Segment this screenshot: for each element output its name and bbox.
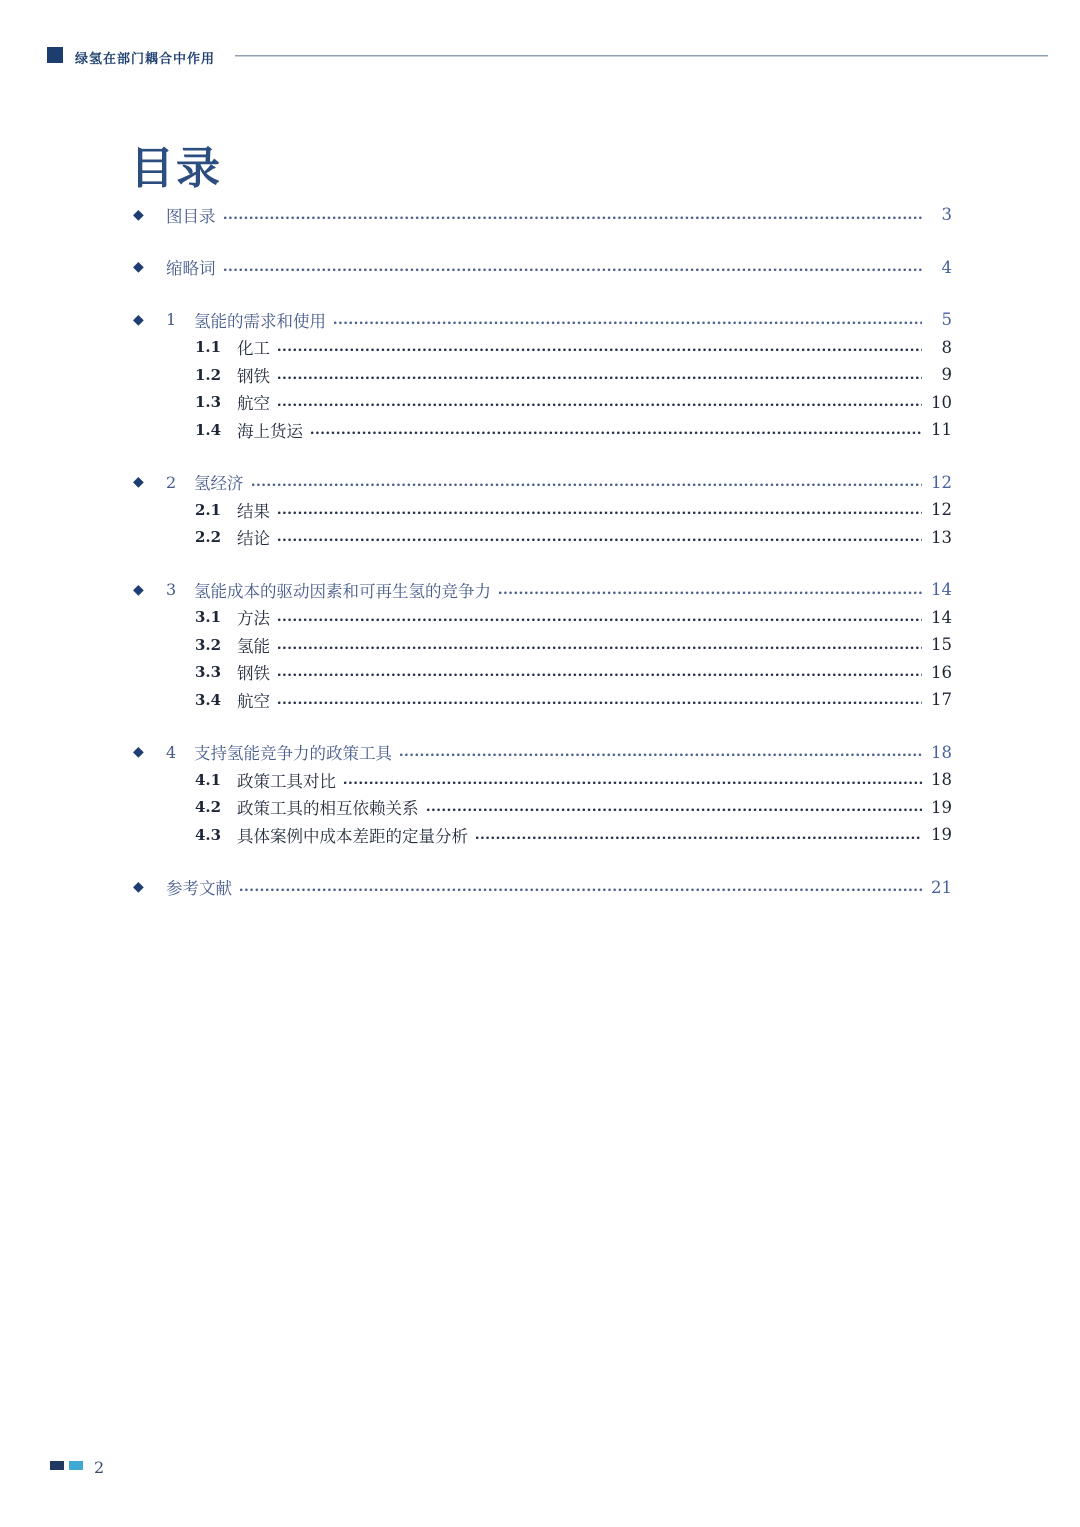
toc-entry-page: 15	[931, 635, 952, 655]
diamond-icon: ◆	[133, 581, 144, 598]
toc-entry-number: 4	[166, 742, 177, 762]
toc-entry[interactable]	[133, 821, 952, 849]
toc-entry-page: 3	[941, 205, 952, 225]
toc-entry-label: 氢能	[237, 636, 270, 656]
toc-entry-page: 14	[931, 580, 952, 600]
dot-leader	[400, 753, 922, 757]
dot-leader	[278, 403, 922, 407]
toc-entry[interactable]	[133, 254, 952, 282]
header-divider	[235, 55, 1048, 57]
toc-entry-label: 支持氢能竞争力的政策工具	[194, 744, 392, 764]
toc-entry-number: 3.4	[195, 690, 222, 709]
dot-leader	[252, 483, 923, 487]
toc-entry-number: 2	[166, 472, 177, 492]
toc-entry-label: 方法	[237, 609, 270, 629]
dot-leader	[278, 646, 922, 650]
toc-entry-number: 1.3	[195, 393, 222, 412]
diamond-icon: ◆	[133, 311, 144, 328]
toc-entry-label: 氢经济	[194, 474, 244, 494]
toc-entry-page: 17	[931, 690, 952, 710]
toc-entry[interactable]	[133, 739, 952, 767]
toc-entry[interactable]	[133, 794, 952, 822]
dot-leader	[334, 321, 922, 325]
toc-entry-label: 政策工具的相互依赖关系	[237, 799, 419, 819]
dot-leader	[311, 431, 922, 435]
toc-entry-number: 1.4	[195, 420, 222, 439]
toc-entry-number: 2.1	[195, 500, 222, 519]
toc-entry-page: 11	[931, 420, 952, 440]
toc-entry-page: 13	[931, 527, 952, 547]
toc-entry-label: 结论	[237, 529, 270, 549]
toc-entry[interactable]	[133, 604, 952, 632]
dot-leader	[278, 376, 922, 380]
toc-entry[interactable]	[133, 201, 952, 229]
toc-entry-number: 3	[166, 580, 177, 600]
toc-entry-label: 氢能成本的驱动因素和可再生氢的竞争力	[194, 581, 491, 601]
toc-entry-number: 4.3	[195, 825, 222, 844]
toc-entry-number: 4.1	[195, 770, 222, 789]
toc-entry[interactable]	[133, 524, 952, 552]
toc-entry[interactable]	[133, 469, 952, 497]
toc-entry-label: 海上货运	[237, 421, 303, 441]
toc-entry-label: 钢铁	[237, 664, 270, 684]
toc-entry-page: 19	[931, 797, 952, 817]
diamond-icon: ◆	[133, 879, 144, 896]
diamond-icon: ◆	[133, 206, 144, 223]
dot-leader	[278, 701, 922, 705]
toc-entry-page: 10	[931, 392, 952, 412]
toc-entry[interactable]	[133, 631, 952, 659]
toc-entry[interactable]	[133, 389, 952, 417]
toc-entry-number: 3.2	[195, 635, 222, 654]
toc-entry-page: 5	[941, 310, 952, 330]
dot-leader	[476, 836, 922, 840]
running-header-title: 绿氢在部门耦合中作用	[75, 52, 216, 67]
toc-entry-page: 12	[931, 500, 952, 520]
toc-entry[interactable]	[133, 766, 952, 794]
toc-entry[interactable]	[133, 416, 952, 444]
dot-leader	[499, 591, 922, 595]
toc-entry[interactable]	[133, 496, 952, 524]
toc-entry-page: 8	[941, 337, 952, 357]
toc-entry-label: 航空	[237, 394, 270, 414]
toc-entry-page: 19	[931, 825, 952, 845]
toc-entry-number: 3.1	[195, 608, 222, 627]
toc-entry-page: 4	[941, 257, 952, 277]
toc-entry-label: 钢铁	[237, 366, 270, 386]
dot-leader	[427, 808, 923, 812]
table-of-contents	[133, 201, 952, 901]
footer-square-dark-icon	[50, 1461, 64, 1470]
dot-leader	[278, 511, 922, 515]
dot-leader	[278, 348, 922, 352]
footer-square-light-icon	[69, 1461, 83, 1470]
toc-entry-number: 1	[166, 310, 177, 330]
toc-entry-label: 航空	[237, 691, 270, 711]
toc-entry[interactable]	[133, 334, 952, 362]
toc-entry-number: 2.2	[195, 528, 222, 547]
toc-entry[interactable]	[133, 306, 952, 334]
page-title: 目录	[130, 143, 222, 194]
toc-entry-label: 结果	[237, 501, 270, 521]
diamond-icon: ◆	[133, 259, 144, 276]
dot-leader	[240, 888, 922, 892]
toc-entry-page: 16	[931, 662, 952, 682]
toc-entry-page: 12	[931, 472, 952, 492]
toc-entry-page: 18	[931, 742, 952, 762]
diamond-icon: ◆	[133, 744, 144, 761]
toc-entry-page: 18	[931, 770, 952, 790]
dot-leader	[344, 781, 922, 785]
toc-entry[interactable]	[133, 659, 952, 687]
dot-leader	[224, 216, 923, 220]
toc-entry-page: 14	[931, 607, 952, 627]
dot-leader	[278, 673, 922, 677]
toc-entry-number: 1.2	[195, 365, 222, 384]
toc-entry-label: 具体案例中成本差距的定量分析	[237, 826, 468, 846]
toc-entry[interactable]	[133, 686, 952, 714]
toc-entry-page: 9	[941, 365, 952, 385]
toc-entry-number: 3.3	[195, 663, 222, 682]
dot-leader	[224, 268, 923, 272]
toc-entry-label: 缩略词	[166, 259, 216, 279]
toc-entry-label: 参考文献	[166, 879, 232, 899]
toc-entry-label: 氢能的需求和使用	[194, 311, 326, 331]
toc-entry[interactable]	[133, 874, 952, 902]
toc-entry-number: 4.2	[195, 798, 222, 817]
toc-entry-page: 21	[931, 877, 952, 897]
page-header	[47, 46, 1048, 66]
page-number: 2	[94, 1458, 105, 1477]
dot-leader	[278, 618, 922, 622]
dot-leader	[278, 538, 922, 542]
toc-entry-label: 图目录	[166, 206, 216, 226]
toc-entry-label: 政策工具对比	[237, 771, 336, 791]
diamond-icon: ◆	[133, 474, 144, 491]
toc-entry[interactable]	[133, 361, 952, 389]
toc-entry-label: 化工	[237, 339, 270, 359]
square-icon	[47, 47, 63, 63]
toc-entry[interactable]	[133, 576, 952, 604]
toc-entry-number: 1.1	[195, 338, 222, 357]
